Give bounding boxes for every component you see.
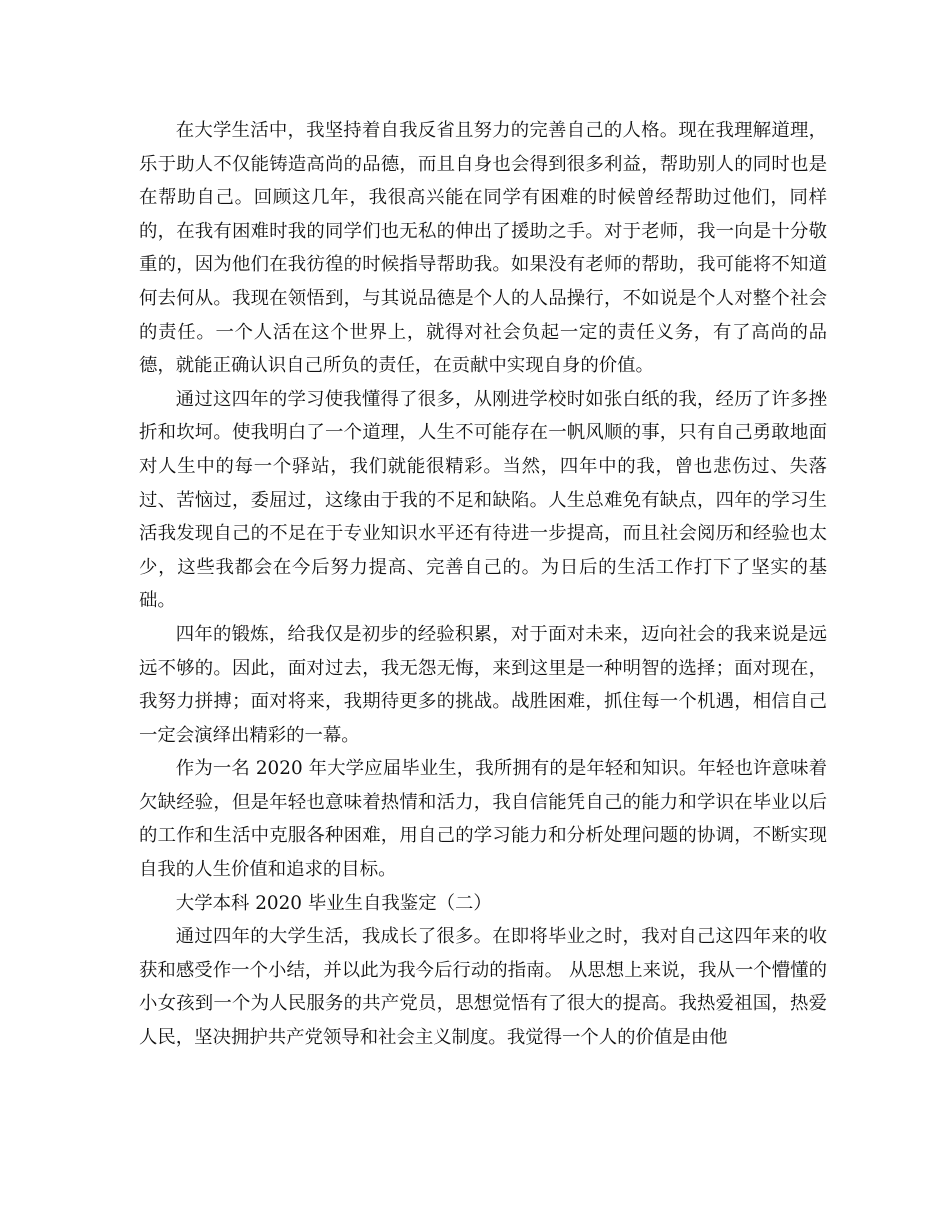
paragraph-four-years-learning: 通过这四年的学习使我懂得了很多，从刚进学校时如张白纸的我，经历了许多挫折和坎坷。使我明白了一个道理，人生不可能存在一帆风顺的事，只有自己勇敢地面对人生中的每一个驿站，我们就能很精彩。当然，四年中的我，曾也悲伤过、失落过、苦恼过，委屈过，这缘由于我的不足和缺陷。人生总难免有缺点，四年的学习生活我发现自己的不足在于专业知识水平还有待进一步提高，而且社会阅历和经验也太少，这些我都会在今后努力提高、完善自己的。为日后的生活工作打下了坚实的基础。 [139,388,827,612]
paragraph-personality: 在大学生活中，我坚持着自我反省且努力的完善自己的人格。现在我理解道理，乐于助人不仅能铸造高尚的品德，而且自身也会得到很多利益，帮助别人的同时也是在帮助自己。回顾这几年，我很高兴能在同学有困难的时候曾经帮助过他们，同样的，在我有困难时我的同学们也无私的伸出了援助之手。对于老师，我一向是十分敬重的，因为他们在我彷徨的时候指导帮助我。如果没有老师的帮助，我可能将不知道何去何从。我现在领悟到，与其说品德是个人的人品操行，不如说是个人对整个社会的责任。一个人活在这个世界上，就得对社会负起一定的责任义务，有了高尚的品德，就能正确认识自己所负的责任，在贡献中实现自身的价值。 [139,120,827,377]
paragraph-graduate: 作为一名 2020 年大学应届毕业生，我所拥有的是年轻和知识。年轻也许意味着欠缺经验，但是年轻也意味着热情和活力，我自信能凭自己的能力和学识在毕业以后的工作和生活中克服各种困难，用自己的学习能力和分析处理问题的协调，不断实现自我的人生价值和追求的目标。 [139,758,827,881]
section-heading: 大学本科 2020 毕业生自我鉴定（二） [175,892,492,914]
document-body [139,114,827,1055]
paragraph-growth: 通过四年的大学生活，我成长了很多。在即将毕业之时，我对自己这四年来的收获和感受作一个小结，并以此为我今后行动的指南。 从思想上来说，我从一个懵懂的小女孩到一个为人民服务的共产党员，思想觉悟有了很大的提高。我热爱祖国，热爱人民，坚决拥护共产党领导和社会主义制度。我觉得一个人的价值是由他 [139,926,827,1049]
paragraph-training: 四年的锻炼，给我仅是初步的经验积累，对于面对未来，迈向社会的我来说是远远不够的。因此，面对过去，我无怨无悔，来到这里是一种明智的选择；面对现在，我努力拼搏；面对将来，我期待更多的挑战。战胜困难，抓住每一个机遇，相信自己一定会演绎出精彩的一幕。 [139,623,827,746]
